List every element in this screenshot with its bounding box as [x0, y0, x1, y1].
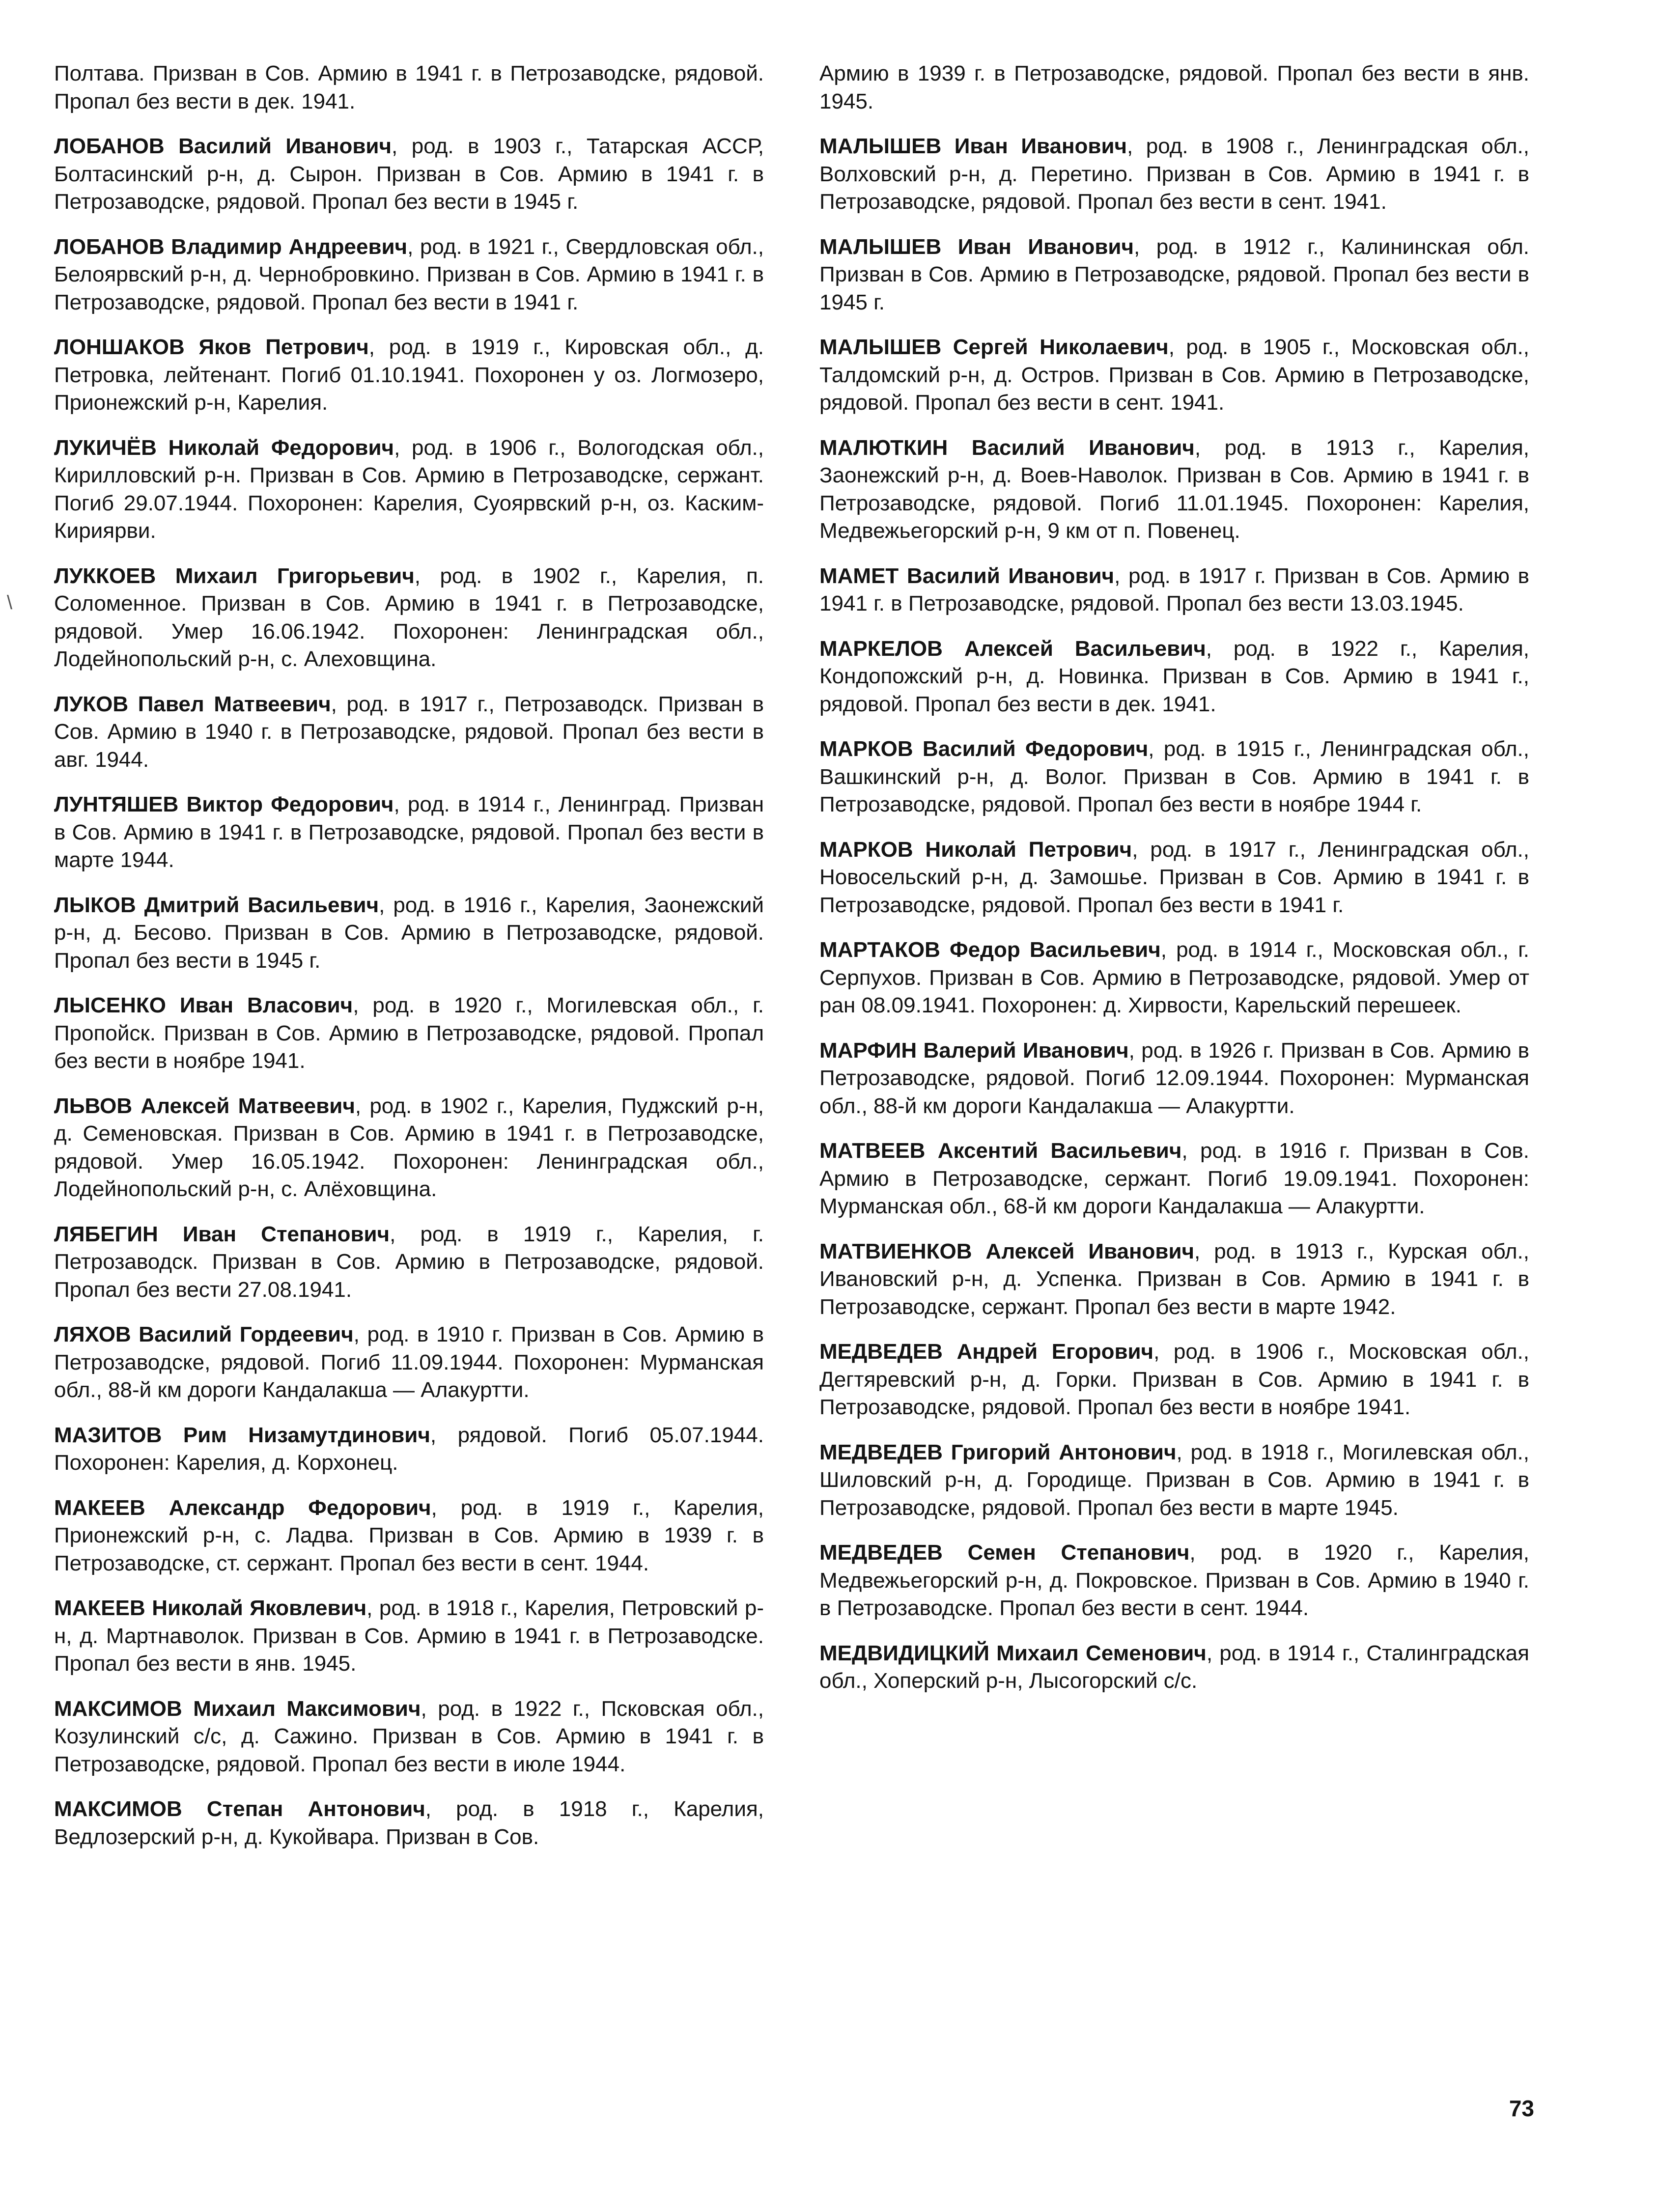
- entry: [54, 1494, 764, 1578]
- entry-name: МАРКОВ Николай Петрович: [819, 837, 1132, 862]
- entry-text: , род. в 1910 г. Призван в Сов. Армию в Петрозаводске, рядовой. Погиб 11.09.1944. Похоронен: Мурманская обл., 88-й км дороги Кандалакша — Алакуртти.: [54, 1322, 764, 1402]
- entry-text: , род. в 1906 г., Московская обл., Дегтяревский р-н, д. Горки. Призван в Сов. Армию в 1941 г. в Петрозаводске, рядовой. Пропал без вести в ноябре 1941.: [819, 1340, 1529, 1419]
- entry-name: ЛУККОЕВ Михаил Григорьевич: [54, 563, 415, 588]
- entry-name: МАРТАКОВ Федор Васильевич: [819, 938, 1161, 962]
- entry-text: Армию в 1939 г. в Петрозаводске, рядовой. Пропал без вести в янв. 1945.: [819, 61, 1529, 113]
- entry: [819, 1539, 1529, 1623]
- entry: [54, 892, 764, 975]
- entry-text: , род. в 1906 г., Вологодская обл., Кирилловский р-н. Призван в Сов. Армию в Петрозаводске, сержант. Погиб 29.07.1944. Похоронен: Карелия, Суоярвский р-н, оз. Каским-Кириярви.: [54, 435, 764, 543]
- entry-text: , род. в 1919 г., Карелия, г. Петрозаводск. Призван в Сов. Армию в Петрозаводске, рядовой. Пропал без вести 27.08.1941.: [54, 1222, 764, 1302]
- entry-name: МАРФИН Валерий Иванович: [819, 1038, 1129, 1063]
- entry-text: , рядовой. Погиб 05.07.1944. Похоронен: Карелия, д. Корхонец.: [54, 1423, 764, 1475]
- entry: [54, 791, 764, 874]
- entry-text: , род. в 1922 г., Псковская обл., Козулинский с/с, д. Сажино. Призван в Сов. Армию в 1941 г. в Петрозаводске, рядовой. Пропал без вести в июле 1944.: [54, 1696, 764, 1776]
- right-column: [819, 60, 1529, 1712]
- entry: [819, 1439, 1529, 1522]
- entry-text: , род. в 1917 г., Петрозаводск. Призван в Сов. Армию в 1940 г. в Петрозаводске, рядовой. Пропал без вести в авг. 1944.: [54, 692, 764, 772]
- entry: [54, 1422, 764, 1477]
- entry-text: , род. в 1918 г., Карелия, Петровский р-н, д. Мартнаволок. Призван в Сов. Армию в 1941 г. в Петрозаводске. Пропал без вести в янв. 1945.: [54, 1596, 764, 1676]
- entry-text: , род. в 1918 г., Могилевская обл., Шиловский р-н, д. Городище. Призван в Сов. Армию в 1941 г. в Петрозаводске, рядовой. Пропал без вести в марте 1945.: [819, 1440, 1529, 1520]
- entry-name: МАРКЕЛОВ Алексей Васильевич: [819, 636, 1206, 661]
- entry-text: , род. в 1908 г., Ленинградская обл., Волховский р-н, д. Перетино. Призван в Сов. Армию в 1941 г. в Петрозаводске, рядовой. Пропал без вести в сент. 1941.: [819, 134, 1529, 214]
- entry: [819, 936, 1529, 1020]
- entry-name: МАЛЫШЕВ Иван Иванович: [819, 134, 1127, 158]
- entry-name: ЛЬВОВ Алексей Матвеевич: [54, 1093, 355, 1118]
- entry-name: ЛУНТЯШЕВ Виктор Федорович: [54, 792, 394, 816]
- entry-text: , род. в 1922 г., Карелия, Кондопожский р-н, д. Новинка. Призван в Сов. Армию в 1941 г., рядовой. Пропал без вести в дек. 1941.: [819, 636, 1529, 716]
- entry-name: ЛЫСЕНКО Иван Власович: [54, 993, 353, 1017]
- entry-name: ЛОБАНОВ Василий Иванович: [54, 134, 392, 158]
- entry-text: , род. в 1919 г., Карелия, Прионежский р-н, с. Ладва. Призван в Сов. Армию в 1939 г. в Петрозаводске, ст. сержант. Пропал без вести в сент. 1944.: [54, 1495, 764, 1575]
- entry-name: МАКЕЕВ Александр Федорович: [54, 1495, 431, 1520]
- entry-text: , род. в 1920 г., Карелия, Медвежьегорский р-н, д. Покровское. Призван в Сов. Армию в 1940 г. в Петрозаводске. Пропал без вести в сент. 1944.: [819, 1540, 1529, 1620]
- entry-name: МЕДВЕДЕВ Андрей Егорович: [819, 1340, 1154, 1364]
- entry: [819, 1338, 1529, 1422]
- entry-text: , род. в 1913 г., Курская обл., Ивановский р-н, д. Успенка. Призван в Сов. Армию в 1941 г. в Петрозаводске, сержант. Пропал без вести в марте 1942.: [819, 1239, 1529, 1319]
- entry-name: ЛЯХОВ Василий Гордеевич: [54, 1322, 354, 1346]
- entry-name: ЛОНШАКОВ Яков Петрович: [54, 335, 369, 359]
- entry: [54, 60, 764, 115]
- entry: [819, 1238, 1529, 1321]
- entry-text: , род. в 1916 г. Призван в Сов. Армию в Петрозаводске, сержант. Погиб 19.09.1941. Похоронен: Мурманская обл., 68-й км дороги Кандалакша — Алакуртти.: [819, 1139, 1529, 1218]
- entry-text: , род. в 1917 г., Ленинградская обл., Новосельский р-н, д. Замошье. Призван в Сов. Армию в 1941 г. в Петрозаводске, рядовой. Пропал без вести в 1941 г.: [819, 837, 1529, 917]
- entry-text: , род. в 1916 г., Карелия, Заонежский р-н, д. Бесово. Призван в Сов. Армию в Петрозаводске, рядовой. Пропал без вести в 1945 г.: [54, 893, 764, 973]
- entry: [819, 836, 1529, 920]
- entry-text: , род. в 1913 г., Карелия, Заонежский р-н, д. Воев-Наволок. Призван в Сов. Армию в 1941 г. в Петрозаводске, рядовой. Погиб 11.01.1945. Похоронен: Карелия, Медвежьегорский р-н, 9 км от п. Повенец.: [819, 435, 1529, 543]
- entry-name: МЕДВЕДЕВ Григорий Антонович: [819, 1440, 1177, 1464]
- entry-text: , род. в 1914 г., Сталинградская обл., Хоперский р-н, Лысогорский с/с.: [819, 1641, 1529, 1693]
- entry-name: ЛУКИЧЁВ Николай Федорович: [54, 435, 394, 460]
- entry-name: МАКСИМОВ Михаил Максимович: [54, 1696, 421, 1721]
- entry: [54, 434, 764, 545]
- entry-name: МАКЕЕВ Николай Яковлевич: [54, 1596, 367, 1620]
- entry: [819, 1640, 1529, 1695]
- left-column: [54, 60, 764, 1868]
- entry: [819, 434, 1529, 545]
- entry: [54, 1321, 764, 1404]
- entry-name: МАТВИЕНКОВ Алексей Иванович: [819, 1239, 1195, 1263]
- entry-text: , род. в 1902 г., Карелия, п. Соломенное. Призван в Сов. Армию в 1941 г. в Петрозаводске, рядовой. Умер 16.06.1942. Похоронен: Ленинградская обл., Лодейнопольский р-н, с. Алеховщина.: [54, 563, 764, 671]
- entry-name: МАЗИТОВ Рим Низамутдинович: [54, 1423, 430, 1447]
- entry: [54, 1595, 764, 1678]
- entry-name: МАЛЫШЕВ Сергей Николаевич: [819, 335, 1169, 359]
- entry: [54, 233, 764, 317]
- entry-text: , род. в 1902 г., Карелия, Пуджский р-н, д. Семеновская. Призван в Сов. Армию в 1941 г. в Петрозаводске, рядовой. Умер 16.05.1942. Похоронен: Ленинградская обл., Лодейнопольский р-н, с. Алёховщина.: [54, 1093, 764, 1201]
- entry: [54, 1695, 764, 1779]
- page-number: 73: [1509, 2096, 1534, 2121]
- entry-name: МАЛЫШЕВ Иван Иванович: [819, 234, 1134, 259]
- entry-name: МАКСИМОВ Степан Антонович: [54, 1797, 425, 1821]
- entry-name: МАЛЮТКИН Василий Иванович: [819, 435, 1195, 460]
- entry: [54, 1795, 764, 1851]
- entry-text: , род. в 1915 г., Ленинградская обл., Вашкинский р-н, д. Волог. Призван в Сов. Армию в 1941 г. в Петрозаводске, рядовой. Пропал без вести в ноябре 1944 г.: [819, 737, 1529, 816]
- entry-name: МЕДВИДИЦКИЙ Михаил Семенович: [819, 1641, 1207, 1665]
- entry-name: ЛЯБЕГИН Иван Степанович: [54, 1222, 390, 1246]
- entry-name: МАТВЕЕВ Аксентий Васильевич: [819, 1139, 1182, 1163]
- entry-text: , род. в 1920 г., Могилевская обл., г. Пропойск. Призван в Сов. Армию в Петрозаводске, рядовой. Пропал без вести в ноябре 1941.: [54, 993, 764, 1073]
- entry-text: Полтава. Призван в Сов. Армию в 1941 г. в Петрозаводске, рядовой. Пропал без вести в дек. 1941.: [54, 61, 764, 113]
- entry-text: , род. в 1905 г., Московская обл., Талдомский р-н, д. Остров. Призван в Сов. Армию в Петрозаводске, рядовой. Пропал без вести в сент. 1941.: [819, 335, 1529, 415]
- entry-name: ЛЫКОВ Дмитрий Васильевич: [54, 893, 379, 917]
- entry-text: , род. в 1918 г., Карелия, Ведлозерский р-н, д. Кукойвара. Призван в Сов.: [54, 1797, 764, 1849]
- entry: [819, 133, 1529, 216]
- entry-name: ЛОБАНОВ Владимир Андреевич: [54, 234, 408, 259]
- entry: [819, 60, 1529, 115]
- entry-text: , род. в 1917 г. Призван в Сов. Армию в 1941 г. в Петрозаводске, рядовой. Пропал без вести 13.03.1945.: [819, 563, 1529, 616]
- entry: [54, 334, 764, 417]
- entry: [819, 1137, 1529, 1221]
- entry: [819, 562, 1529, 618]
- entry-text: , род. в 1926 г. Призван в Сов. Армию в Петрозаводске, рядовой. Погиб 12.09.1944. Похоронен: Мурманская обл., 88-й км дороги Кандалакша — Алакуртти.: [819, 1038, 1529, 1118]
- entry: [54, 562, 764, 673]
- entry: [819, 735, 1529, 819]
- entry: [819, 635, 1529, 719]
- entry: [54, 691, 764, 774]
- entry-text: , род. в 1912 г., Калининская обл. Призван в Сов. Армию в Петрозаводске, рядовой. Пропал без вести в 1945 г.: [819, 234, 1529, 314]
- entry: [54, 1092, 764, 1204]
- margin-mark: \: [7, 592, 13, 614]
- entry: [819, 1037, 1529, 1120]
- entry: [819, 233, 1529, 317]
- entry-name: МАМЕТ Василий Иванович: [819, 563, 1115, 588]
- entry-text: , род. в 1914 г., Ленинград. Призван в Сов. Армию в 1941 г. в Петрозаводске, рядовой. Пропал без вести в марте 1944.: [54, 792, 764, 872]
- entry-name: МЕДВЕДЕВ Семен Степанович: [819, 1540, 1190, 1565]
- entry: [54, 133, 764, 216]
- entry: [54, 992, 764, 1075]
- entry: [54, 1221, 764, 1304]
- entry-text: , род. в 1903 г., Татарская АССР, Болтасинский р-н, д. Сырон. Призван в Сов. Армию в 1941 г. в Петрозаводске, рядовой. Пропал без вести в 1945 г.: [54, 134, 764, 214]
- entry: [819, 334, 1529, 417]
- entry-text: , род. в 1914 г., Московская обл., г. Серпухов. Призван в Сов. Армию в Петрозаводске, рядовой. Умер от ран 08.09.1941. Похоронен: д. Хирвости, Карельский перешеек.: [819, 938, 1529, 1017]
- entry-name: МАРКОВ Василий Федорович: [819, 737, 1149, 761]
- entry-name: ЛУКОВ Павел Матвеевич: [54, 692, 331, 716]
- entry-text: , род. в 1919 г., Кировская обл., д. Петровка, лейтенант. Погиб 01.10.1941. Похоронен у оз. Логмозеро, Прионежский р-н, Карелия.: [54, 335, 764, 415]
- entry-text: , род. в 1921 г., Свердловская обл., Белоярвский р-н, д. Чернобровкино. Призван в Сов. Армию в 1941 г. в Петрозаводске, рядовой. Пропал без вести в 1941 г.: [54, 234, 764, 314]
